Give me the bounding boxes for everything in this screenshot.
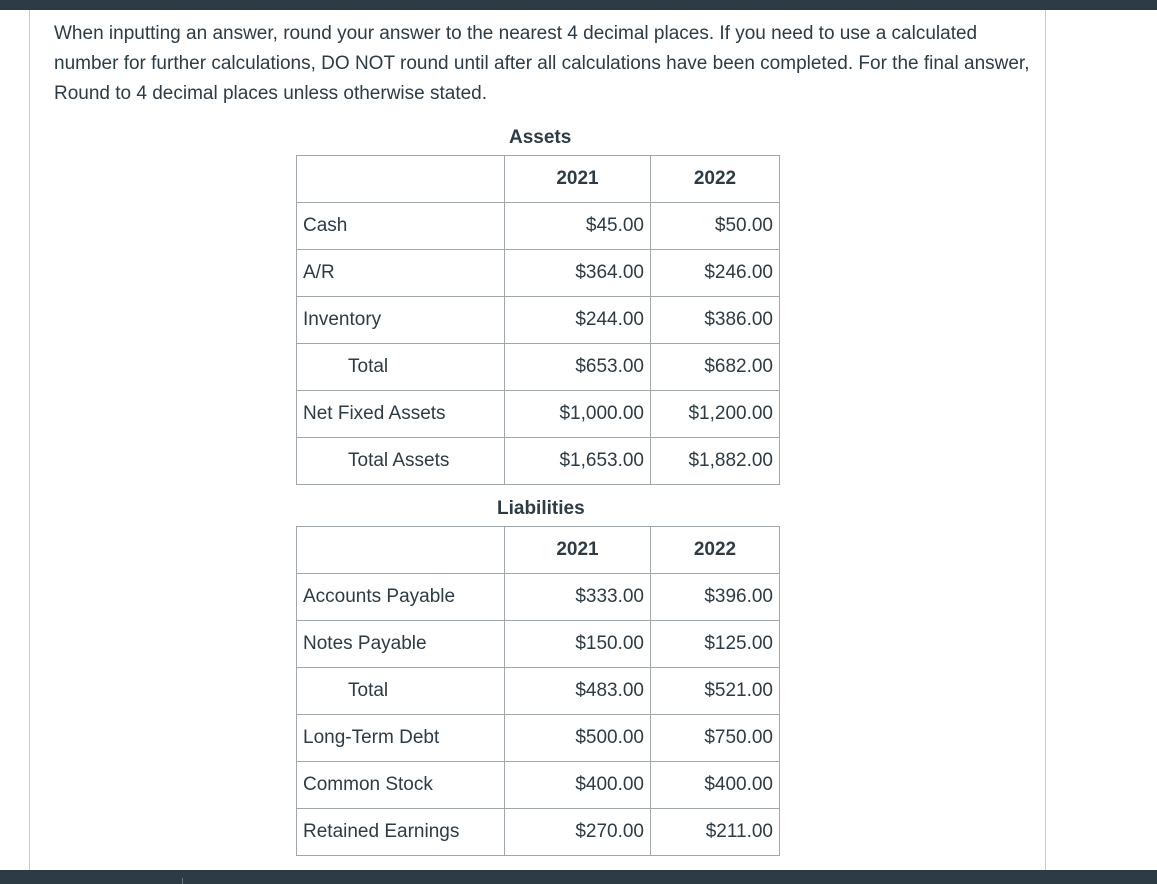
table-row — [297, 250, 780, 297]
header-year-2022: 2022 — [651, 527, 780, 574]
table-row — [297, 203, 780, 250]
row-label: Total — [297, 344, 505, 391]
value-2021: $400.00 — [505, 762, 651, 809]
header-year-2022: 2022 — [651, 156, 780, 203]
row-label: Total — [297, 668, 505, 715]
value-2021: $150.00 — [505, 621, 651, 668]
value-2022: $1,200.00 — [651, 391, 780, 438]
row-label: Common Stock — [297, 762, 505, 809]
row-label: Accounts Payable — [297, 574, 505, 621]
value-2021: $500.00 — [505, 715, 651, 762]
value-2022: $682.00 — [651, 344, 780, 391]
table-row — [297, 809, 780, 856]
table-row — [297, 297, 780, 344]
value-2021: $1,653.00 — [505, 438, 651, 485]
table-row — [297, 574, 780, 621]
row-label: Retained Earnings — [297, 809, 505, 856]
table-row — [297, 715, 780, 762]
value-2021: $364.00 — [505, 250, 651, 297]
value-2021: $333.00 — [505, 574, 651, 621]
value-2022: $50.00 — [651, 203, 780, 250]
value-2022: $246.00 — [651, 250, 780, 297]
table-row — [297, 621, 780, 668]
table-row — [297, 344, 780, 391]
table-row — [297, 438, 780, 485]
value-2021: $45.00 — [505, 203, 651, 250]
liabilities-caption: Liabilities — [497, 498, 585, 519]
value-2022: $125.00 — [651, 621, 780, 668]
value-2022: $521.00 — [651, 668, 780, 715]
header-year-2021: 2021 — [505, 527, 651, 574]
row-label: Cash — [297, 203, 505, 250]
row-label: Long-Term Debt — [297, 715, 505, 762]
top-bar — [0, 0, 1157, 10]
bottom-bar-tick — [182, 878, 183, 884]
value-2021: $270.00 — [505, 809, 651, 856]
value-2021: $483.00 — [505, 668, 651, 715]
bottom-bar — [0, 870, 1157, 884]
value-2022: $386.00 — [651, 297, 780, 344]
row-label: Total Assets — [297, 438, 505, 485]
value-2022: $400.00 — [651, 762, 780, 809]
row-label: Net Fixed Assets — [297, 391, 505, 438]
liabilities-table — [296, 526, 780, 856]
row-label: A/R — [297, 250, 505, 297]
row-label: Notes Payable — [297, 621, 505, 668]
table-row — [297, 668, 780, 715]
table-row — [297, 391, 780, 438]
row-label: Inventory — [297, 297, 505, 344]
header-empty-cell — [297, 527, 505, 574]
value-2022: $1,882.00 — [651, 438, 780, 485]
header-year-2021: 2021 — [505, 156, 651, 203]
value-2021: $1,000.00 — [505, 391, 651, 438]
value-2022: $211.00 — [651, 809, 780, 856]
table-row — [297, 762, 780, 809]
header-empty-cell — [297, 156, 505, 203]
value-2021: $653.00 — [505, 344, 651, 391]
assets-caption: Assets — [509, 127, 572, 148]
instructions-text: When inputting an answer, round your answer to the nearest 4 decimal places. If you need to use a calculated number for further calculations, DO NOT round until after all calculations have been completed. For the final answer, Round to 4 decimal places unless otherwise stated. — [54, 23, 1030, 104]
table-header-row — [297, 156, 780, 203]
assets-table — [296, 155, 780, 485]
table-header-row — [297, 527, 780, 574]
value-2022: $396.00 — [651, 574, 780, 621]
value-2021: $244.00 — [505, 297, 651, 344]
value-2022: $750.00 — [651, 715, 780, 762]
